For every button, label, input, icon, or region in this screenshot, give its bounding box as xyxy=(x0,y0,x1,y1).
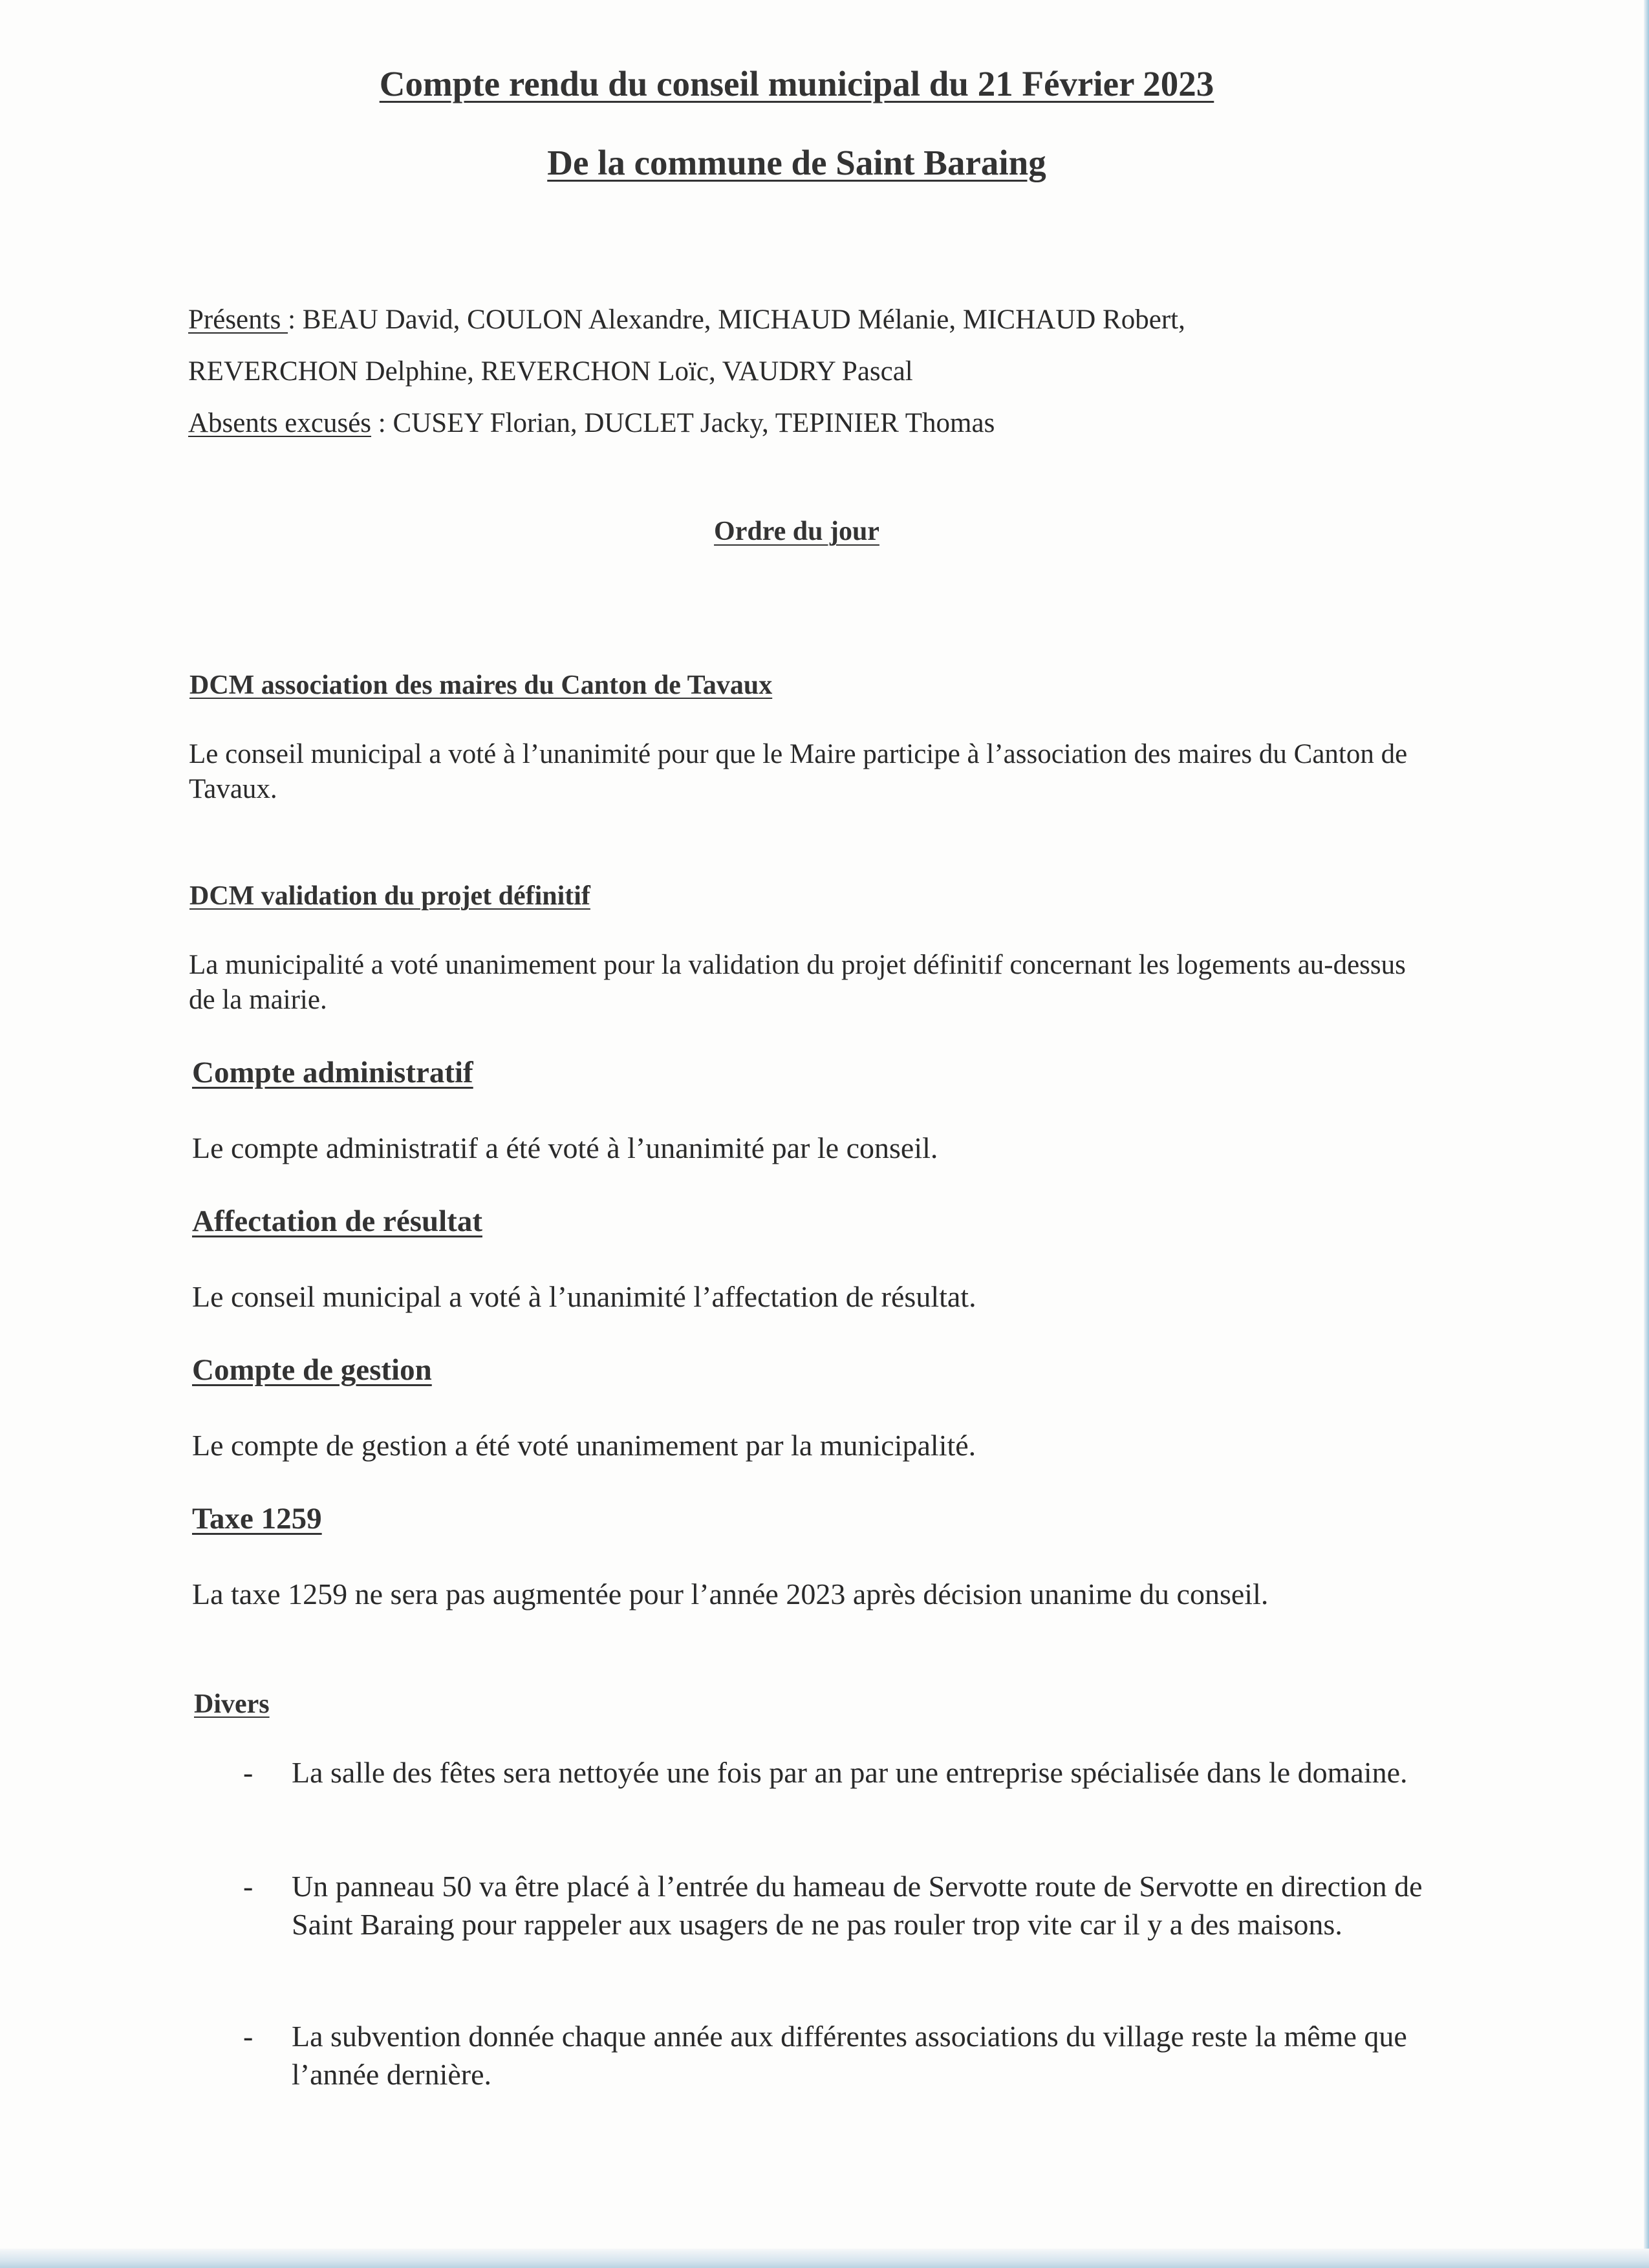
section-text: La municipalité a voté unanimement pour la validation du projet définitif concernant les logements au-dessus de la mairie. xyxy=(189,950,1406,1015)
present-label: Présents xyxy=(188,305,288,335)
page-edge xyxy=(1644,0,1649,2268)
section-text: Le compte administratif a été voté à l’unanimité par le conseil. xyxy=(192,1131,938,1164)
section-text: Le conseil municipal a voté à l’unanimité l’affectation de résultat. xyxy=(192,1280,976,1313)
section-heading: Affectation de résultat xyxy=(192,1204,482,1238)
absent-line xyxy=(188,407,995,439)
page-edge-bottom xyxy=(0,2249,1649,2268)
present-names-2: REVERCHON Delphine, REVERCHON Loïc, VAUDRY Pascal xyxy=(188,356,913,387)
list-item-text: La salle des fêtes sera nettoyée une fois par an par une entreprise spécialisée dans le domaine. xyxy=(292,1756,1408,1789)
absent-names: : CUSEY Florian, DUCLET Jacky, TEPINIER Thomas xyxy=(371,408,995,438)
present-line-2 xyxy=(188,356,913,387)
agenda-title: Ordre du jour xyxy=(714,517,879,546)
list-item-text: Un panneau 50 va être placé à l’entrée du hameau de Servotte route de Servotte en direction de Saint Baraing pour rappeler aux usagers de ne pas rouler trop vite car il y a des maisons. xyxy=(292,1870,1423,1941)
document-subtitle: De la commune de Saint Baraing xyxy=(547,143,1046,182)
bullet-marker: - xyxy=(243,1756,253,1789)
list-item-text: La subvention donnée chaque année aux différentes associations du village reste la même que l’année dernière. xyxy=(292,2020,1407,2091)
section-heading: DCM association des maires du Canton de Tavaux xyxy=(189,670,773,700)
section-heading: DCM validation du projet définitif xyxy=(189,881,590,911)
bullet-marker: - xyxy=(243,1870,253,1903)
section-heading: Compte de gestion xyxy=(192,1353,432,1387)
section-heading: Taxe 1259 xyxy=(192,1502,322,1535)
divers-heading: Divers xyxy=(194,1689,270,1719)
section-text: La taxe 1259 ne sera pas augmentée pour l’année 2023 après décision unanime du conseil. xyxy=(192,1578,1269,1610)
section-heading: Compte administratif xyxy=(192,1056,473,1089)
absent-label: Absents excusés xyxy=(188,408,372,438)
present-line-1 xyxy=(188,304,1185,336)
section-text: Le compte de gestion a été voté unanimement par la municipalité. xyxy=(192,1429,976,1462)
document-title: Compte rendu du conseil municipal du 21 Février 2023 xyxy=(379,64,1214,103)
section-text: Le conseil municipal a voté à l’unanimité pour que le Maire participe à l’association des maires du Canton de Tavaux. xyxy=(189,739,1408,804)
bullet-marker: - xyxy=(243,2020,253,2053)
present-names-1: : BEAU David, COULON Alexandre, MICHAUD Mélanie, MICHAUD Robert, xyxy=(288,305,1185,335)
